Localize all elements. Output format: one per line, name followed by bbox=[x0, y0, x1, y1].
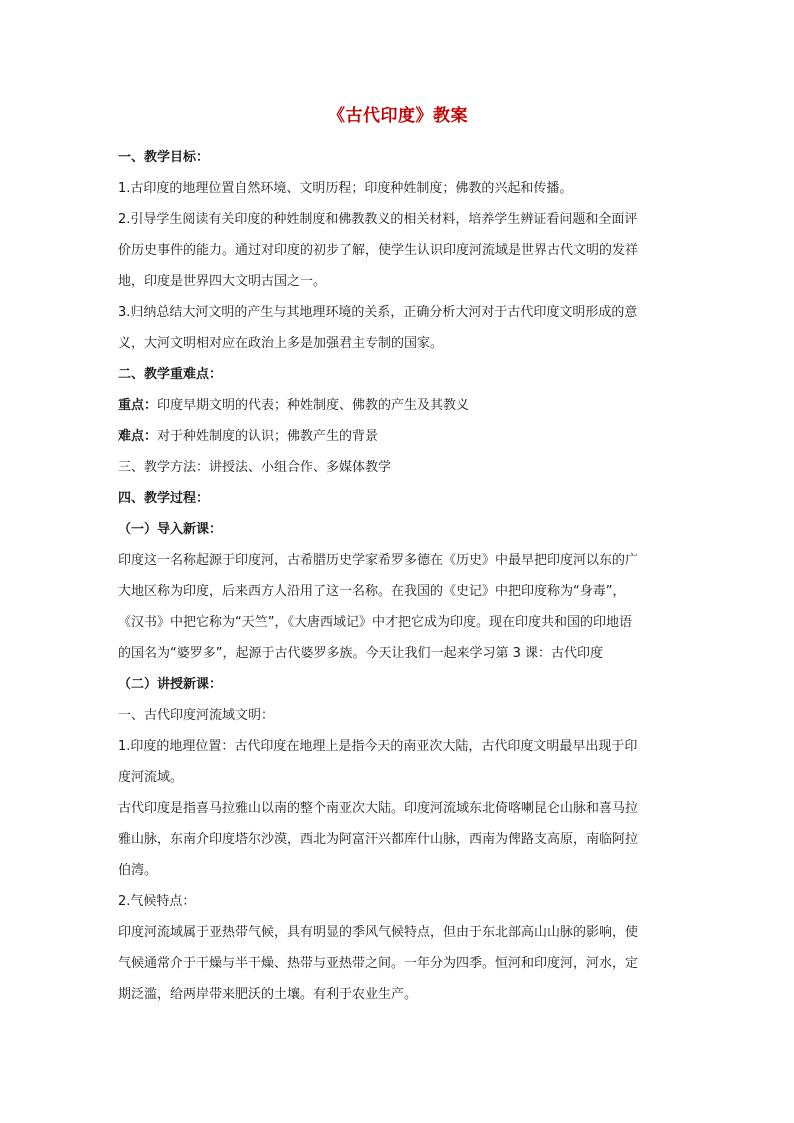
document-title: 《古代印度》教案 bbox=[328, 106, 468, 126]
key-point-line bbox=[118, 390, 678, 421]
geography-detail-line-3: 伯湾。 bbox=[118, 863, 158, 878]
section-heading-objectives: 一、教学目标： bbox=[118, 150, 210, 165]
intro-paragraph-line-3: 《汉书》中把它称为“天竺”，《大唐西域记》中才把它成为印度。现在印度共和国的印地语 bbox=[118, 615, 632, 630]
topic-heading-indus: 一、古代印度河流域文明： bbox=[118, 708, 275, 723]
geography-line-1: 1.印度的地理位置：古代印度在地理上是指今天的南亚次大陆，古代印度文明最早出现于印 bbox=[118, 739, 638, 754]
subsection-introduction: （一）导入新课： bbox=[118, 522, 223, 537]
key-point-text: 印度早期文明的代表；种姓制度、佛教的产生及其教义 bbox=[157, 398, 470, 413]
climate-line-2: 气候通常介于干燥与半干燥、热带与亚热带之间。一年分为四季。恒河和印度河，河水，定 bbox=[118, 956, 639, 971]
geography-detail-line-2: 雅山脉，东南介印度塔尔沙漠，西北为阿富汗兴都库什山脉，西南为俾路支高原，南临阿拉 bbox=[118, 832, 639, 847]
intro-paragraph-line-1: 印度这一名称起源于印度河，古希腊历史学家希罗多德在《历史》中最早把印度河以东的广 bbox=[118, 553, 639, 568]
objective-3-line-2: 义，大河文明相对应在政治上多是加强君主专制的国家。 bbox=[118, 336, 444, 351]
subsection-new-lesson: （二）讲授新课： bbox=[118, 677, 223, 692]
difficulty-line bbox=[118, 421, 678, 452]
geography-line-2: 度河流域。 bbox=[118, 770, 184, 785]
objective-2-line-1: 2.引导学生阅读有关印度的种姓制度和佛教教义的相关材料，培养学生辨证看问题和全面评 bbox=[118, 212, 638, 227]
difficulty-text: 对于种姓制度的认识；佛教产生的背景 bbox=[157, 429, 379, 444]
objective-3-line-1: 3.归纳总结大河文明的产生与其地理环境的关系，正确分析大河对于古代印度文明形成的意 bbox=[118, 305, 638, 320]
climate-line-3: 期泛滥，给两岸带来肥沃的土壤。有利于农业生产。 bbox=[118, 987, 418, 1002]
difficulty-label: 难点： bbox=[118, 429, 158, 444]
climate-line-1: 印度河流域属于亚热带气候，具有明显的季风气候特点，但由于东北部高山山脉的影响，使 bbox=[118, 925, 639, 940]
section-heading-process: 四、教学过程： bbox=[118, 491, 210, 506]
key-point-label: 重点： bbox=[118, 398, 158, 413]
objective-1: 1.古印度的地理位置自然环境、文明历程；印度种姓制度；佛教的兴起和传播。 bbox=[118, 181, 573, 196]
section-heading-methods: 三、教学方法：讲授法、小组合作、多媒体教学 bbox=[118, 460, 392, 475]
objective-2-line-3: 地，印度是世界四大文明古国之一。 bbox=[118, 274, 327, 289]
geography-detail-line-1: 古代印度是指喜马拉雅山以南的整个南亚次大陆。印度河流域东北倚喀喇昆仑山脉和喜马拉 bbox=[118, 801, 639, 816]
section-heading-key-points: 二、教学重难点： bbox=[118, 367, 223, 382]
intro-paragraph-line-2: 大地区称为印度，后来西方人沿用了这一名称。在我国的《史记》中把印度称为“身毒”， bbox=[118, 584, 626, 599]
intro-paragraph-line-4: 的国名为“婆罗多”，起源于古代婆罗多族。今天让我们一起来学习第 3 课：古代印度 bbox=[118, 646, 604, 661]
climate-heading: 2.气候特点： bbox=[118, 894, 196, 909]
objective-2-line-2: 价历史事件的能力。通过对印度的初步了解，使学生认识印度河流域是世界古代文明的发祥 bbox=[118, 243, 639, 258]
document-page bbox=[118, 104, 678, 1010]
